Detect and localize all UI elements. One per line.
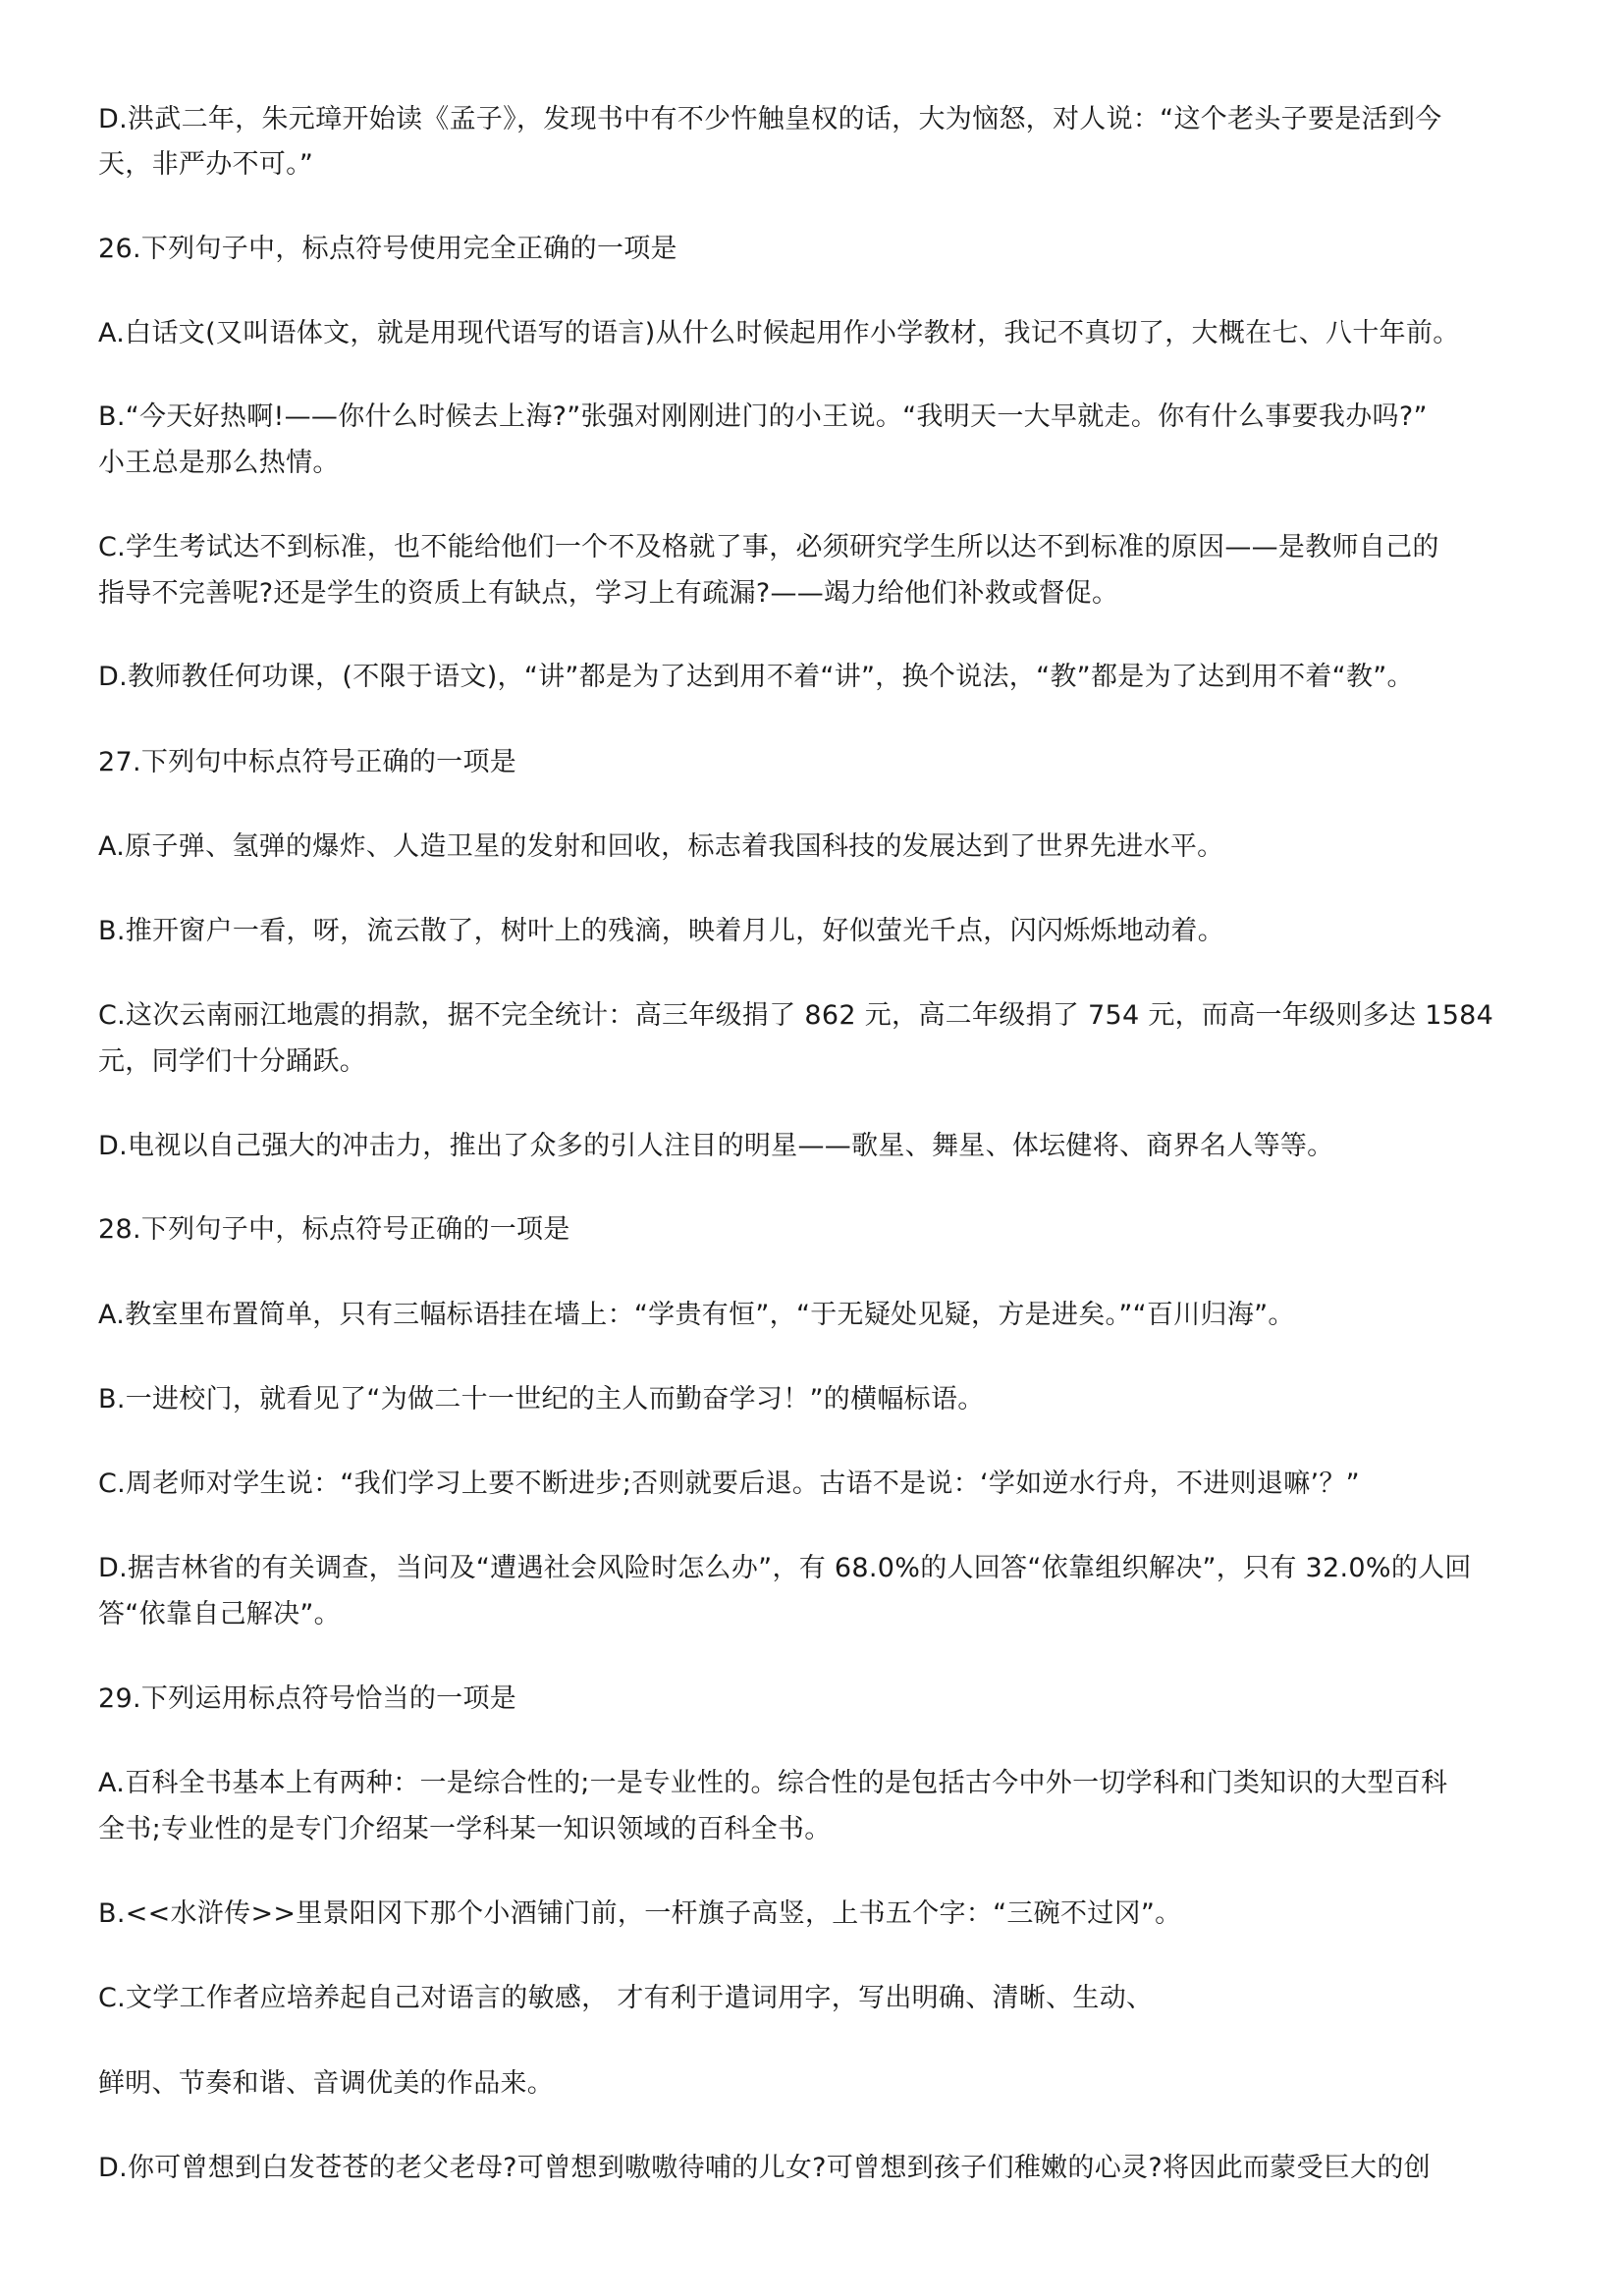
text-line: D.据吉林省的有关调查，当问及“遭遇社会风险时怎么办”，有 68.0%的人回答“依靠组织解决”，只有 32.0%的人回 <box>98 1553 1472 1583</box>
text-line: B.推开窗户一看，呀，流云散了，树叶上的残滴，映着月儿，好似萤光千点，闪闪烁烁地动着。 <box>98 916 1225 946</box>
question-27-stem: 27.下列句中标点符号正确的一项是 <box>98 747 517 777</box>
text-line: 鲜明、节奏和谐、音调优美的作品来。 <box>98 2068 555 2099</box>
text-line: 元，同学们十分踊跃。 <box>98 1046 366 1077</box>
question-26-stem: 26.下列句子中，标点符号使用完全正确的一项是 <box>98 234 677 264</box>
text-line: C.学生考试达不到标准，也不能给他们一个不及格就了事，必须研究学生所以达不到标准的原因——是教师自己的 <box>98 532 1439 562</box>
text-line: 全书;专业性的是专门介绍某一学科某一知识领域的百科全书。 <box>98 1814 832 1844</box>
text-line: D.洪武二年，朱元璋开始读《孟子》，发现书中有不少忤触皇权的话，大为恼怒，对人说：“这个老头子要是活到今 <box>98 104 1442 134</box>
text-line: B.<<水浒传>>里景阳冈下那个小酒铺门前，一杆旗子高竖，上书五个字：“三碗不过冈”。 <box>98 1898 1182 1929</box>
text-line: C.文学工作者应培养起自己对语言的敏感， 才有利于遣词用字，写出明确、清晰、生动、 <box>98 1983 1154 2013</box>
text-line: 答“依靠自己解决”。 <box>98 1599 341 1629</box>
text-line: A.教室里布置简单，只有三幅标语挂在墙上：“学贵有恒”，“于无疑处见疑，方是进矣。”“百川归海”。 <box>98 1300 1295 1330</box>
text-line: A.原子弹、氢弹的爆炸、人造卫星的发射和回收，标志着我国科技的发展达到了世界先进水平。 <box>98 831 1224 862</box>
text-line: B.一进校门，就看见了“为做二十一世纪的主人而勤奋学习！”的横幅标语。 <box>98 1384 985 1415</box>
text-line: A.百科全书基本上有两种：一是综合性的;一是专业性的。综合性的是包括古今中外一切学科和门类知识的大型百科 <box>98 1768 1448 1798</box>
text-line: C.这次云南丽江地震的捐款，据不完全统计：高三年级捐了 862 元，高二年级捐了 754 元，而高一年级则多达 1584 <box>98 1000 1494 1031</box>
text-line: C.周老师对学生说：“我们学习上要不断进步;否则就要后退。古语不是说：‘学如逆水行舟，不进则退嘛’？” <box>98 1468 1360 1499</box>
text-line: 指导不完善呢?还是学生的资质上有缺点，学习上有疏漏?——竭力给他们补救或督促。 <box>98 578 1119 609</box>
text-line: D.教师教任何功课，(不限于语文)，“讲”都是为了达到用不着“讲”，换个说法，“教”都是为了达到用不着“教”。 <box>98 662 1414 692</box>
text-line: 小王总是那么热情。 <box>98 448 340 478</box>
text-line: D.电视以自己强大的冲击力，推出了众多的引人注目的明星——歌星、舞星、体坛健将、商界名人等等。 <box>98 1131 1334 1161</box>
question-29-stem: 29.下列运用标点符号恰当的一项是 <box>98 1683 517 1714</box>
text-line: A.白话文(又叫语体文，就是用现代语写的语言)从什么时候起用作小学教材，我记不真切了，大概在七、八十年前。 <box>98 318 1460 348</box>
text-line: D.你可曾想到白发苍苍的老父老母?可曾想到嗷嗷待哺的儿女?可曾想到孩子们稚嫩的心灵?将因此而蒙受巨大的创 <box>98 2153 1431 2183</box>
text-line: B.“今天好热啊!——你什么时候去上海?”张强对刚刚进门的小王说。“我明天一大早就走。你有什么事要我办吗?” <box>98 401 1428 432</box>
text-line: 天，非严办不可。” <box>98 149 314 180</box>
question-28-stem: 28.下列句子中，标点符号正确的一项是 <box>98 1214 570 1245</box>
